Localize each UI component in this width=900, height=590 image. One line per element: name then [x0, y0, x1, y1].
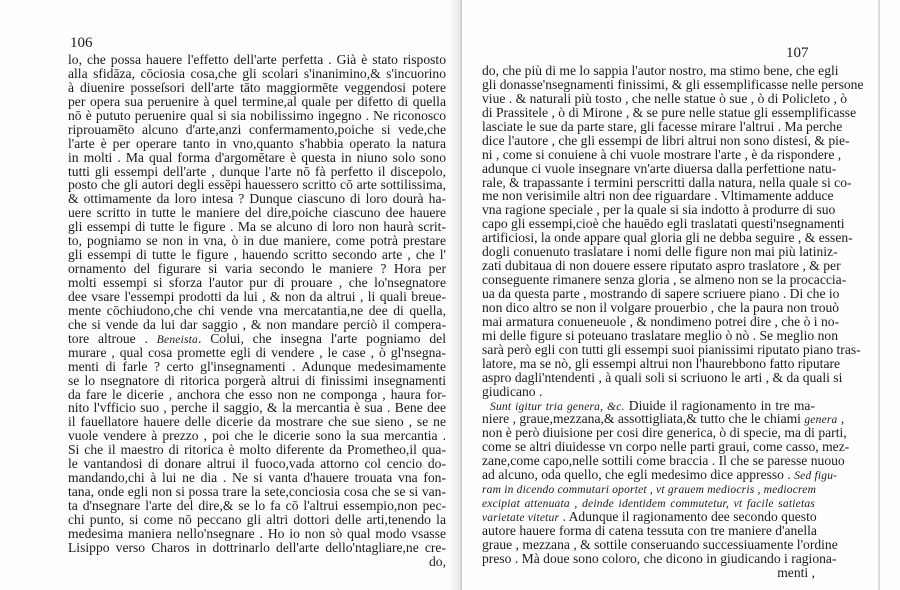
text-line: nō è pututo peruenire qual si sia nobilissimo ingegno . Ne riconosco — [68, 107, 446, 123]
text-line: l'arte è per operare tanto in vno,quanto s'habbia operato la natura — [68, 135, 446, 151]
text-segment: , — [837, 411, 845, 427]
text-line: mai armatura conueneuole , & nondimeno potrei dire , che ò i no- — [482, 313, 840, 329]
text-line: molti essempi si sforza l'autor pur di prouare , che lo'nsegnatore — [68, 275, 446, 290]
text-line: murare , qual cosa promette egli di vendere , le case , ò gl'nsegna- — [68, 344, 446, 360]
text-line: vna ragione speciale , per la quale si sia indotto à produrre di suo — [482, 202, 836, 218]
text-line: lasciate le sue da parte stare, gli facesse mirare l'altrui . Ma perche — [482, 118, 843, 134]
text-line — [482, 482, 815, 496]
text-line: come se altri diuidesse vn corpo nelle parti graui, come casso, mez- — [482, 439, 850, 455]
text-segment: . Colui, che insegna l'arte pogniamo del — [198, 330, 446, 346]
italic-latin-text: genera — [804, 414, 838, 427]
text-line: & ottimamente da loro intesa ? Dunque ciascuno di loro dourà ha- — [68, 191, 446, 207]
text-line: zati dubitaua di non douere essere riputato aspro traslatore , & per — [482, 258, 841, 274]
text-line: giudicano . — [482, 383, 543, 399]
text-line: ta d'nsegnare l'arte del dire,& se lo fa cō l'altrui essempio,non pec- — [68, 498, 446, 513]
text-line: mente cōchiudono,che chi vende vna mercatantia,ne dee di quella, — [68, 302, 446, 318]
text-line: me non verisimile altri non dee riguardare . Vltimamente adduce — [482, 188, 834, 204]
text-line: il fauellatore hauere delle dicerie da mostrare che sue sieno , se ne — [68, 414, 446, 430]
text-line — [68, 332, 446, 346]
text-line: nito l'vfficio suo , perche il saggio, & la mercantia è sua . Bene dee — [68, 400, 446, 416]
text-line: se lo nsegnatore di ritorica porgerà altrui di finissimi insegnamenti — [68, 372, 446, 388]
text-line: alla sfidāza, cōciosia cosa,che gli scolari s'inanimino,& s'incuorino — [68, 65, 446, 81]
page-edge — [878, 0, 880, 590]
text-line: posto che gli autori degli essēpi hauessero scritto cō arte sottilissima, — [68, 177, 446, 193]
text-line: non dico altro se non il volgare prouerbio , che la paura non trouò — [482, 299, 840, 315]
text-line: dogli conuenuto traslatare i nomi delle figure non mai più latiniz- — [482, 244, 838, 260]
text-segment: niere , graue,mezzana,& assottigliata,& tutto che le chiami — [482, 411, 805, 427]
text-line: tana, onde egli non si possa trare la sete,conciosia cosa che se si van- — [68, 484, 446, 500]
text-line: to, pogniamo se non in vna, ò in due maniere, come potrà prestare — [68, 233, 446, 249]
left-page-text — [68, 53, 446, 569]
text-line: menti di farle ? certo gl'insegnamenti . Adunque medesimamente — [68, 358, 446, 374]
text-line: per opera sua peruenire à quel termine,al quale per difetto di quella — [68, 93, 446, 109]
text-line: non è però diuisione per cosi dire generica, ò di specie, ma di parti, — [482, 425, 847, 441]
page-number: 107 — [786, 45, 809, 61]
italic-latin-text: Sed figu- — [794, 470, 838, 483]
text-line: che si vende da lui dar saggio , & non mandare perciò il compera- — [68, 316, 446, 332]
text-line — [482, 411, 845, 427]
text-line: latore, ma se nò, gli essempi altrui non l'haurebbono fatto riputare — [482, 355, 841, 371]
text-line: vuole vendere à prezzo , poi che le dicerie sono la sua mercantia . — [68, 428, 446, 444]
text-line: le vantandosi di donare altrui il fuoco,vada attorno col cencio do- — [68, 456, 446, 472]
right-page-text — [482, 63, 864, 580]
text-line: medesima maniera nello'nsegnare . Ho io non sò qual modo vsasse — [68, 525, 446, 541]
text-line: di Prassitele , ò di Mirone , & se pure nelle statue gli essemplificasse — [482, 104, 857, 120]
text-line: conseguente rimanere senza gloria , se almeno non se la procaccia- — [482, 272, 847, 288]
catchword: menti , — [777, 564, 815, 580]
text-line — [482, 510, 815, 524]
text-line — [482, 399, 815, 413]
text-line: lo, che possa hauere l'effetto dell'arte perfetta . Già è stato risposto — [68, 52, 446, 67]
text-line: da fare le dicerie , anchora che esso non ne componga , haura for- — [68, 386, 446, 402]
text-segment: ad alcuno, oda quello, che egli medesimo dice appresso . — [482, 467, 795, 483]
text-line: in molti . Ma qual forma d'argomētare è questa in niuno solo sono — [68, 149, 446, 165]
text-line: gli donasse'nsegnamenti finissimi, & gli essemplificasse nelle persone — [482, 76, 864, 92]
text-line: dice l'autore , che gli essempi de libri altrui non sono distesi, & pie- — [482, 132, 850, 148]
text-segment: . Adunque il ragionamento dee secondo questo — [559, 509, 817, 524]
text-line — [482, 496, 815, 510]
text-line: gli essempi di tutte le figure . Ma se alcuno di loro non haurà scrit- — [68, 219, 446, 235]
italic-latin-text: varietate vitetur — [482, 512, 560, 524]
text-line: ua da questa parte , mostrando di sapere scriuere piano . Di che io — [482, 286, 840, 301]
text-line: viue . & naturali più tosto , che nelle statue ò sue , ò di Policleto , ò — [482, 90, 848, 106]
text-line: adunque ci vuole insegnare vn'arte diuersa dalla perfettione natu- — [482, 160, 837, 176]
text-line: à diuenire posseſsori dell'arte tāto maggiormēte veggendosi potere — [68, 79, 446, 95]
text-line: graue , mezzana , & sottile conseruando successiuamente l'ordine — [482, 536, 838, 552]
text-line — [482, 467, 838, 483]
text-line: uere scritto in tutte le maniere del dire,poiche ciascuno dee hauere — [68, 205, 446, 221]
text-line: tutti gli essempi dell'arte , dunque l'arte nō fà perfetto il discepolo, — [68, 163, 446, 179]
text-line: gli essempi di tutte le figure , hauendo scritto secondo arte , che l' — [68, 247, 446, 263]
text-line: sarà però egli con tutti gli essempi suoi pianissimi riputato piano tras- — [482, 341, 861, 357]
text-segment: tore altroue . — [68, 330, 157, 346]
text-line: riprouamēto alcuno d'arte,anzi confermamento,poiche si vede,che — [68, 121, 446, 137]
page-number: 106 — [70, 35, 93, 51]
text-line: Si che il maestro di ritorica è molto diferente da Prometheo,il qua- — [68, 442, 446, 458]
catchword: do, — [429, 553, 446, 569]
italic-latin-text: Sunt igitur tria genera, &c. — [490, 400, 625, 413]
text-line: capo gli essempi,cioè che hauēdo egli traslatati questi'nsegnamenti — [482, 216, 845, 232]
text-line: artificiosi, la onde appare qual gloria gli ne debba seguire , & essen- — [482, 230, 853, 246]
text-line: chi punto, si come nō peccano gli altri dottori delle arti,tenendo la — [68, 511, 446, 527]
italic-latin-text: excipiat attenuata , deinde identidem commutetur, vt facile satietas — [482, 498, 815, 511]
right-page — [462, 0, 900, 590]
italic-latin-text: ram in dicendo commutari oportet , vt grauem mediocris , mediocrem — [482, 484, 817, 497]
text-line: preso . Mà doue sono coloro, che dicono in giudicando i ragiona- — [482, 550, 837, 566]
text-line: ornamento del figurare si varia secondo le maniere ? Hora per — [68, 261, 446, 277]
text-line: mi delle figure si poteuano traslatare meglio ò nò . Se meglio non — [482, 327, 838, 343]
text-segment: Diuide il ragionamento in tre ma- — [624, 397, 815, 413]
text-line: Lisippo verso Charos in dottrinarlo dell'arte dello'ntagliare,ne cre- — [68, 539, 446, 555]
text-line: aspro dagli'ntendenti , à quali soli si scriuono le arti , & da quali si — [482, 369, 843, 385]
text-line: do, che più di me lo sappia l'autor nostro, ma stimo bene, che egli — [482, 63, 839, 78]
text-line: ni , come si conuiene à chi vuole mostrare l'arte , è da rispondere , — [482, 146, 842, 162]
text-line: zane,come capo,nelle sottili come braccia . Il che se paresse nuouo — [482, 453, 845, 469]
text-line: dee vsare l'essempi prodotti da lui , & non da altrui , li quali breue- — [68, 288, 446, 304]
text-line: rale, & trapassante i termini perscritti dalla natura, nella quale si co- — [482, 174, 852, 190]
text-line: mandando,chi à lui ne dia . Ne si vanta d'hauere trouata vna fon- — [68, 470, 446, 486]
text-line: autore hauere forma di catena tessuta con tre maniere d'anella — [482, 522, 817, 538]
italic-latin-text: Beneista — [156, 333, 198, 346]
